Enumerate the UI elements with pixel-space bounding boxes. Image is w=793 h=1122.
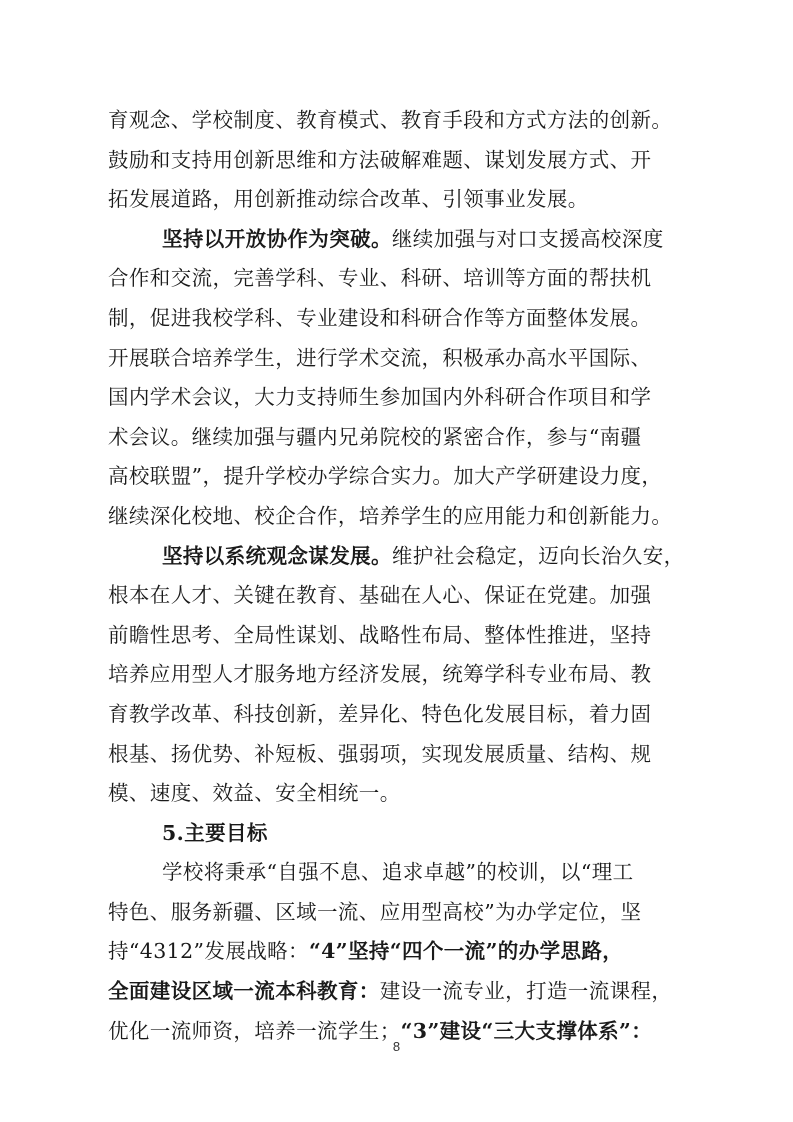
section-heading-main-goals <box>108 814 686 854</box>
text-line <box>108 853 686 893</box>
text-line <box>108 101 686 141</box>
text-run-bold: “4”坚持“四个一流”的办学思路， <box>308 939 624 964</box>
text-line <box>108 141 686 181</box>
body-text <box>108 101 686 1051</box>
text-line <box>108 418 686 458</box>
text-run: 高校联盟”，提升学校办学综合实力。加大产学研建设力度， <box>108 464 663 489</box>
text-line <box>108 695 686 735</box>
text-run: 拓发展道路，用创新推动综合改革、引领事业发展。 <box>108 187 589 212</box>
bold-lead-heading: 坚持以开放协作为突破。 <box>162 226 392 251</box>
text-run: 育教学改革、科技创新，差异化、特色化发展目标，着力固 <box>108 701 652 726</box>
text-run: 持“4312”发展战略： <box>108 939 309 964</box>
text-run: 继续深化校地、校企合作，培养学生的应用能力和创新能力。 <box>108 503 673 528</box>
section-heading: 5.主要目标 <box>162 820 268 845</box>
text-run: 学校将秉承“自强不息、追求卓越”的校训，以“理工 <box>162 860 634 885</box>
text-run: 育观念、学校制度、教育模式、教育手段和方式方法的创新。 <box>108 108 673 132</box>
paragraph-systematic-development <box>108 537 686 814</box>
text-run: 模、速度、效益、安全相统一。 <box>108 781 401 806</box>
text-run: 维护社会稳定，迈向长治久安， <box>391 543 685 568</box>
text-run-bold: 全面建设区域一流本科教育： <box>108 979 380 1004</box>
text-run: 前瞻性思考、全局性谋划、战略性布局、整体性推进，坚持 <box>108 622 652 647</box>
text-run: 术会议。继续加强与疆内兄弟院校的紧密合作，参与“南疆 <box>108 424 642 449</box>
text-line <box>108 180 686 220</box>
text-run: 鼓励和支持用创新思维和方法破解难题、谋划发展方式、开 <box>108 147 652 172</box>
paragraph-open-cooperation <box>108 220 686 537</box>
text-run: 建设一流专业，打造一流课程， <box>379 979 673 1004</box>
text-line <box>108 457 686 497</box>
text-line <box>108 576 686 616</box>
text-run: 特色、服务新疆、区域一流、应用型高校”为办学定位，坚 <box>108 899 642 924</box>
text-run: 合作和交流，完善学科、专业、科研、培训等方面的帮扶机 <box>108 266 652 291</box>
paragraph-main-goals <box>108 853 686 1051</box>
text-line <box>108 220 686 260</box>
bold-lead-heading: 坚持以系统观念谋发展。 <box>162 543 392 568</box>
text-run-bold: “3”建设“三大支撑体系”： <box>400 1018 653 1043</box>
text-line <box>108 814 686 854</box>
text-line <box>108 378 686 418</box>
text-line <box>108 299 686 339</box>
text-line <box>108 972 686 1012</box>
text-line <box>108 259 686 299</box>
paragraph-innovation-continued <box>108 101 686 220</box>
text-run: 继续加强与对口支援高校深度 <box>391 226 664 251</box>
text-line <box>108 497 686 537</box>
text-line <box>108 893 686 933</box>
text-line <box>108 537 686 577</box>
text-line <box>108 774 686 814</box>
text-line <box>108 616 686 656</box>
text-run: 优化一流师资，培养一流学生； <box>108 1018 401 1043</box>
text-line <box>108 339 686 379</box>
text-run: 国内学术会议，大力支持师生参加国内外科研合作项目和学 <box>108 385 652 410</box>
text-run: 开展联合培养学生，进行学术交流，积极承办高水平国际、 <box>108 345 652 370</box>
text-run: 根基、扬优势、补短板、强弱项，实现发展质量、结构、规 <box>108 741 652 766</box>
text-line <box>108 735 686 775</box>
text-line <box>108 655 686 695</box>
text-run: 培养应用型人才服务地方经济发展，统筹学科专业布局、教 <box>108 662 652 687</box>
text-run: 根本在人才、关键在教育、基础在人心、保证在党建。加强 <box>108 583 652 608</box>
text-run: 制，促进我校学科、专业建设和科研合作等方面整体发展。 <box>108 305 652 330</box>
page-number: 8 <box>392 1039 401 1054</box>
text-line <box>108 932 686 972</box>
